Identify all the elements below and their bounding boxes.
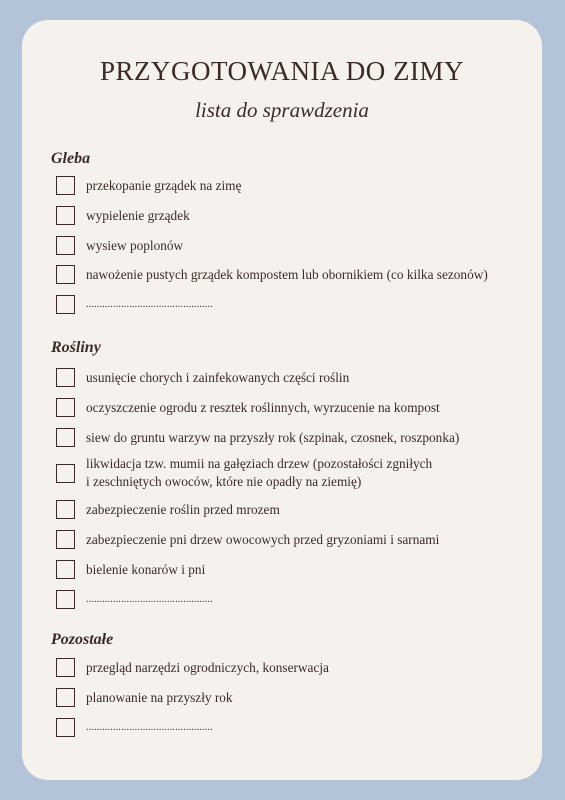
checklist-item-label: przekopanie grządek na zimę — [86, 177, 242, 193]
checkbox[interactable] — [56, 368, 75, 387]
blank-line: ............................................... — [86, 721, 213, 733]
checklist-item-label: przegląd narzędzi ogrodniczych, konserwacja — [86, 659, 329, 675]
checklist-item-blank[interactable] — [56, 295, 526, 314]
page-title: PRZYGOTOWANIA DO ZIMY — [100, 56, 464, 86]
checklist-item-label: bielenie konarów i pni — [86, 561, 206, 577]
checkbox[interactable] — [56, 295, 75, 314]
checkbox[interactable] — [56, 265, 75, 284]
checklist-item-label: oczyszczenie ogrodu z resztek roślinnych, wyrzucenie na kompost — [86, 399, 440, 415]
checklist-item-label: nawożenie pustych grządek kompostem lub obornikiem (co kilka sezonów) — [86, 266, 488, 282]
checklist-item[interactable] — [56, 265, 526, 284]
blank-line: ............................................... — [86, 593, 213, 605]
checklist-item[interactable] — [56, 500, 526, 519]
checkbox[interactable] — [56, 428, 75, 447]
checklist-item[interactable] — [56, 658, 526, 677]
checklist-item-label — [86, 455, 432, 491]
checklist-item[interactable] — [56, 560, 526, 579]
checklist-item-label-line: i zeschniętych owoców, które nie opadły na ziemię) — [86, 474, 362, 489]
checkbox[interactable] — [56, 236, 75, 255]
checklist-item[interactable] — [56, 236, 526, 255]
checklist-item[interactable] — [56, 428, 526, 447]
checkbox[interactable] — [56, 176, 75, 195]
checklist-item[interactable] — [56, 530, 526, 549]
checklist-item-label: siew do gruntu warzyw na przyszły rok (szpinak, czosnek, roszponka) — [86, 429, 460, 445]
checkbox[interactable] — [56, 464, 75, 483]
checklist-item[interactable] — [56, 398, 526, 417]
checkbox[interactable] — [56, 398, 75, 417]
section-heading-rosliny: Rośliny — [51, 339, 101, 356]
page-subtitle: lista do sprawdzenia — [195, 98, 369, 122]
checklist-card — [22, 20, 542, 780]
checklist-item[interactable] — [56, 368, 526, 387]
checkbox[interactable] — [56, 718, 75, 737]
checklist-item[interactable] — [56, 688, 526, 707]
checkbox[interactable] — [56, 590, 75, 609]
checkbox[interactable] — [56, 658, 75, 677]
checklist-item[interactable] — [56, 455, 526, 491]
checklist-item-label: zabezpieczenie roślin przed mrozem — [86, 501, 280, 517]
checkbox[interactable] — [56, 560, 75, 579]
blank-line: ............................................... — [86, 298, 213, 310]
checklist-item-label: zabezpieczenie pni drzew owocowych przed gryzoniami i sarnami — [86, 531, 440, 547]
checkbox[interactable] — [56, 500, 75, 519]
checklist-item-label-line: likwidacja tzw. mumii na gałęziach drzew (pozostałości zgniłych — [86, 456, 433, 471]
section-heading-gleba: Gleba — [51, 150, 91, 167]
checklist-item-label: planowanie na przyszły rok — [86, 689, 233, 705]
checkbox[interactable] — [56, 206, 75, 225]
checklist-item-blank[interactable] — [56, 590, 526, 609]
checklist-item[interactable] — [56, 206, 526, 225]
checkbox[interactable] — [56, 530, 75, 549]
checkbox[interactable] — [56, 688, 75, 707]
checklist-item-blank[interactable] — [56, 718, 526, 737]
checklist-item-label: wypielenie grządek — [86, 207, 190, 223]
checklist-item-label: wysiew poplonów — [86, 237, 184, 253]
section-heading-pozostale: Pozostałe — [51, 631, 114, 648]
checklist-item[interactable] — [56, 176, 526, 195]
checklist-item-label: usunięcie chorych i zainfekowanych części roślin — [86, 369, 350, 385]
